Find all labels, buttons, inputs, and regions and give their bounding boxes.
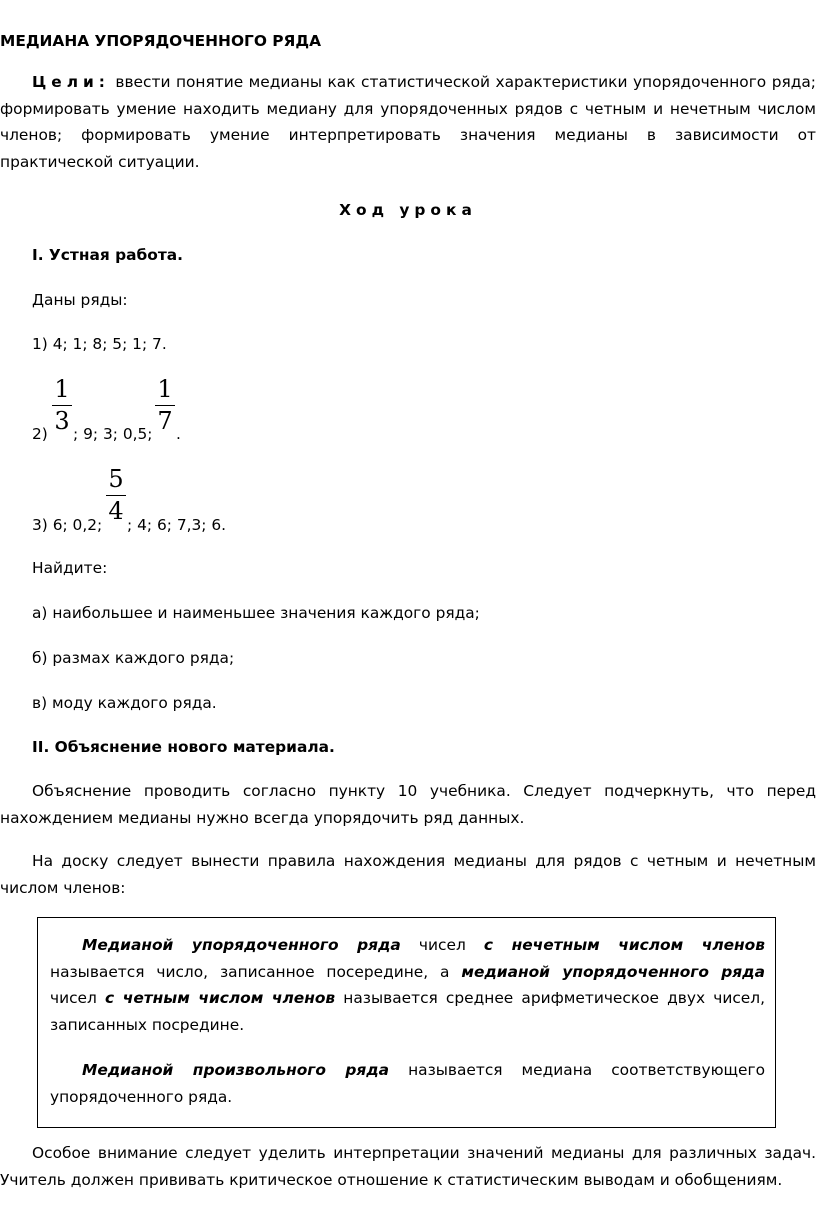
find-prompt: Найдите: (32, 559, 108, 577)
board-rules-paragraph: На доску следует вынести правила нахождения медианы для рядов с четным и нечетным числом членов: (0, 852, 816, 897)
median-rule-1 (50, 932, 765, 1038)
term-median-arbitrary: Медианой произвольного ряда (82, 1061, 390, 1079)
lesson-heading: Ход урока (339, 201, 477, 219)
rule-text: называется медиана соответствующего упорядоченного ряда. (50, 1061, 765, 1106)
fraction-bar (106, 495, 126, 496)
closing-paragraph: Особое внимание следует уделить интерпретации значений медианы для различных задач. Учитель должен прививать критическое отношение к статистическим выводам и обобщениям. (0, 1144, 816, 1189)
rule-text: называется число, записанное посередине, а (50, 962, 462, 981)
term-median-ordered-2: медианой упорядоченного ряда (461, 962, 765, 981)
term-median-ordered: Медианой упорядоченного ряда (82, 936, 401, 954)
document-title: МЕДИАНА УПОРЯДОЧЕННОГО РЯДА (0, 32, 322, 50)
section2-heading: II. Объяснение нового материала. (32, 738, 335, 756)
fraction-denominator: 3 (54, 407, 70, 436)
series-1: 1) 4; 1; 8; 5; 1; 7. (32, 335, 167, 353)
series-3-prefix: 3) 6; 0,2; (32, 516, 103, 534)
fraction-numerator: 5 (108, 465, 124, 493)
series-2-middle: ; 9; 3; 0,5; (73, 425, 153, 443)
term-odd-members: с нечетным числом членов (483, 936, 765, 954)
series-2-prefix: 2) (32, 425, 48, 443)
fraction-denominator: 4 (108, 497, 124, 526)
series-3-suffix: ; 4; 6; 7,3; 6. (127, 516, 227, 534)
explanation-paragraph: Объяснение проводить согласно пункту 10 учебника. Следует подчеркнуть, что перед нахождением медианы нужно всегда упорядочить ряд данных. (0, 782, 816, 827)
section1-heading: I. Устная работа. (32, 246, 183, 264)
fraction-denominator: 7 (157, 407, 173, 436)
task-a: а) наибольшее и наименьшее значения каждого ряда; (32, 604, 480, 622)
rule-text: чисел (50, 989, 106, 1007)
task-c: в) моду каждого ряда. (32, 694, 217, 712)
series-intro: Даны ряды: (32, 291, 128, 309)
series-2-suffix: . (176, 425, 181, 443)
fraction-bar (52, 405, 72, 406)
rule-text: называется среднее арифметическое двух чисел, записанных посредине. (50, 989, 765, 1034)
fraction-numerator: 1 (157, 375, 173, 403)
goals-label: Цели: (32, 73, 110, 91)
goals-text: ввести понятие медианы как статистической характеристики упорядоченного ряда; формировать умение находить медиану для упорядоченных рядов с четным и нечетным числом членов; формировать умение интерпретировать значения медианы в зависимости от практической ситуации. (0, 73, 816, 171)
series-3-fraction (107, 466, 125, 524)
fraction-numerator: 1 (54, 375, 70, 403)
rule-text: чисел (400, 936, 484, 954)
series-2-fraction-1 (53, 376, 71, 434)
fraction-bar (155, 405, 175, 406)
median-rule-2 (50, 1057, 765, 1110)
term-even-members: с четным числом членов (105, 989, 336, 1007)
task-b: б) размах каждого ряда; (32, 649, 235, 667)
series-2-fraction-2 (156, 376, 174, 434)
goals-paragraph (0, 69, 816, 175)
